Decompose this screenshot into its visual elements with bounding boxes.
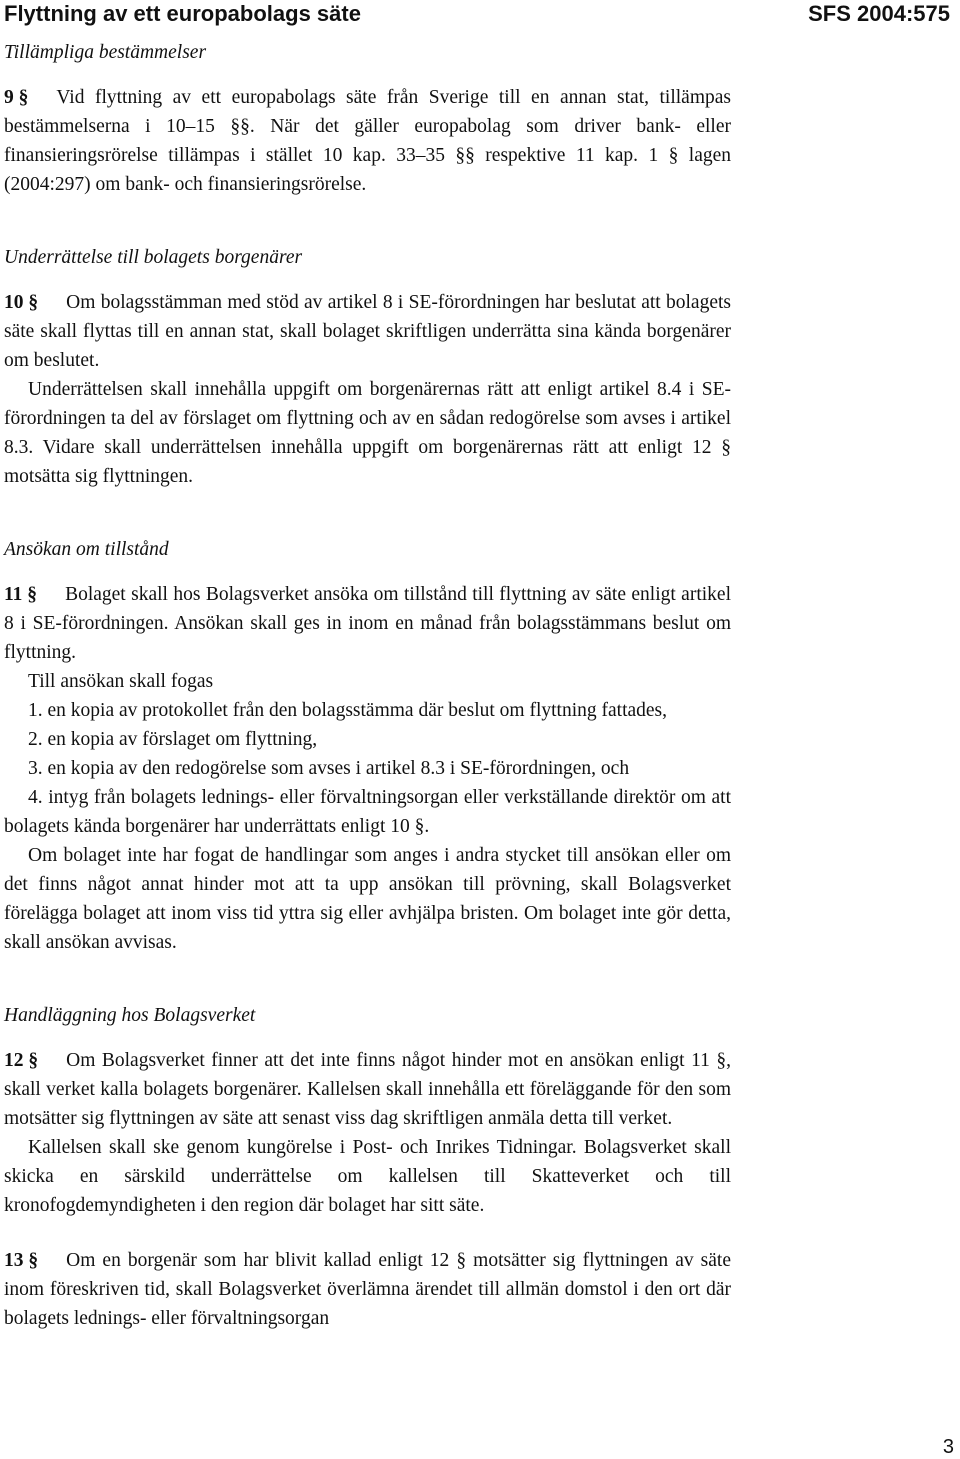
list-item	[4, 696, 731, 725]
paragraph-number: 12 §	[4, 1050, 39, 1071]
paragraph-number: 9 §	[4, 87, 29, 108]
paragraph	[4, 83, 731, 199]
paragraph	[4, 667, 731, 696]
paragraph-number: 10 §	[4, 292, 39, 313]
section-tillampliga-bestammelser	[4, 38, 731, 199]
paragraph-number: 13 §	[4, 1250, 39, 1271]
paragraph-text: Vid flyttning av ett europabolags säte från Sverige till en annan stat, tillämpas bestämmelserna i 10–15 §§. När det gäller europabolag som driver bank- eller finansieringsrörelse tillämpas i stället 10 kap. 33–35 §§ respektive 11 kap. 1 § lagen (2004:297) om bank- och finansieringsrörelse.	[4, 87, 731, 195]
section-heading: Ansökan om tillstånd	[4, 539, 169, 560]
paragraph-text: Om Bolagsverket finner att det inte finns något hinder mot en ansökan enligt 11 §, skall verket kalla bolagets borgenärer. Kallelsen skall innehålla ett föreläggande för den som motsätter sig flyttningen av säte att senast viss dag skriftligen anmäla detta till verket.	[4, 1050, 731, 1129]
paragraph-text: Om bolaget inte har fogat de handlingar som anges i andra stycket till ansökan eller om det finns något annat hinder mot att ta upp ansökan till prövning, skall Bolagsverket förelägga bolaget att inom viss tid yttra sig eller avhjälpa bristen. Om bolaget inte gör detta, skall ansökan avvisas.	[4, 845, 731, 953]
list-item	[4, 783, 731, 841]
paragraph-text: Till ansökan skall fogas	[28, 671, 214, 692]
paragraph	[4, 1046, 731, 1133]
section-heading: Tillämpliga bestämmelser	[4, 42, 207, 63]
paragraph	[4, 580, 731, 667]
list-item	[4, 725, 731, 754]
section-handlaggning	[4, 1001, 731, 1333]
document-body	[4, 38, 731, 1377]
paragraph-number: 11 §	[4, 584, 38, 605]
paragraph-text: Om en borgenär som har blivit kallad enligt 12 § motsätter sig flyttningen av säte inom föreskriven tid, skall Bolagsverket överlämna ärendet till allmän domstol i den ort där bolagets lednings- eller förvaltningsorgan	[4, 1250, 731, 1329]
paragraph-text: Underrättelsen skall innehålla uppgift om borgenärernas rätt att enligt artikel 8.4 i SE-förordningen ta del av förslaget om flyttning och av en sådan redogörelse som avses i artikel 8.3. Vidare skall underrättelsen innehålla uppgift om borgenärernas rätt att enligt 12 § motsätta sig flyttningen.	[4, 379, 731, 487]
paragraph-text: 4. intyg från bolagets lednings- eller förvaltningsorgan eller verkställande direktör om att bolagets kända borgenärer har underrättats enligt 10 §.	[4, 787, 731, 837]
paragraph	[4, 288, 731, 375]
paragraph-text: 3. en kopia av den redogörelse som avses i artikel 8.3 i SE-förordningen, och	[28, 758, 630, 779]
paragraph-text: 2. en kopia av förslaget om flyttning,	[28, 729, 318, 750]
paragraph-text: 1. en kopia av protokollet från den bolagsstämma där beslut om flyttning fattades,	[28, 700, 668, 721]
paragraph-text: Om bolagsstämman med stöd av artikel 8 i SE-förordningen har beslutat att bolagets säte skall flyttas till en annan stat, skall bolaget skriftligen underrätta sina kända borgenärer om beslutet.	[4, 292, 731, 371]
paragraph-text: Kallelsen skall ske genom kungörelse i Post- och Inrikes Tidningar. Bolagsverket skall skicka en särskild underrättelse om kallelsen till Skatteverket och till kronofogdemyndigheten i den region där bolaget har sitt säte.	[4, 1137, 731, 1216]
paragraph	[4, 841, 731, 957]
paragraph	[4, 1133, 731, 1220]
list-item	[4, 754, 731, 783]
page-header	[4, 0, 950, 30]
section-ansokan	[4, 535, 731, 957]
section-underrattelse	[4, 243, 731, 491]
document-title: Flyttning av ett europabolags säte	[4, 1, 361, 26]
paragraph	[4, 1246, 731, 1333]
section-heading: Handläggning hos Bolagsverket	[4, 1005, 256, 1026]
section-heading: Underrättelse till bolagets borgenärer	[4, 247, 303, 268]
paragraph-text: Bolaget skall hos Bolagsverket ansöka om tillstånd till flyttning av säte enligt artikel 8 i SE-förordningen. Ansökan skall ges in inom en månad från bolagsstämmans beslut om flyttning.	[4, 584, 731, 663]
paragraph	[4, 375, 731, 491]
sfs-number: SFS 2004:575	[808, 1, 950, 26]
page-number: 3	[942, 1436, 954, 1458]
